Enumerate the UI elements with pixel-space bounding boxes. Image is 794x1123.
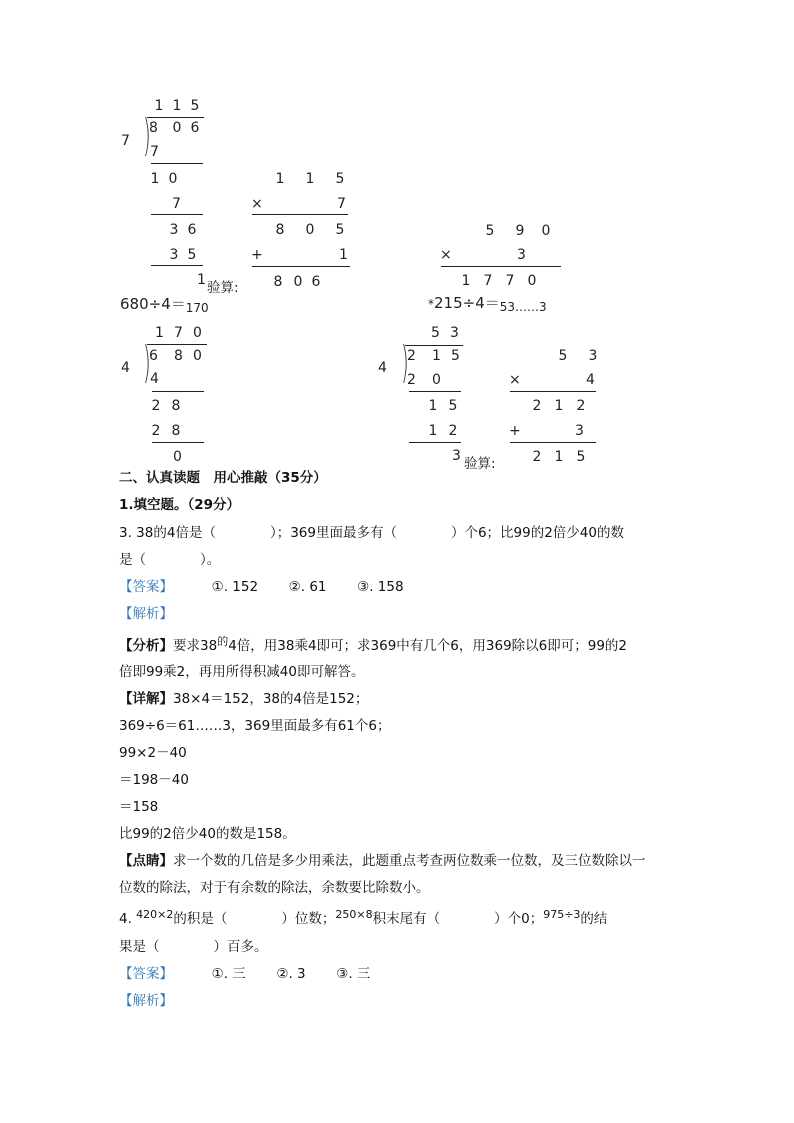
division-bracket: ) <box>143 110 151 161</box>
step-line <box>152 391 204 392</box>
mul-line <box>510 391 596 392</box>
answer-item: ①. 三 <box>211 966 246 982</box>
check-mul-bottom: 4 <box>586 372 595 388</box>
question-text: 3. 38的4倍是（ ）；369里面最多有（ ）个6；比99的2倍少40的数 <box>119 525 624 541</box>
check-mul-top: 5 3 <box>558 348 598 364</box>
quotient: 5 3 <box>431 325 459 341</box>
remainder: 3 <box>452 448 461 464</box>
divisor: 7 <box>121 133 130 149</box>
dividend: 8 0 6 <box>149 120 200 136</box>
detail-line: 369÷6＝61……3，369里面最多有61个6； <box>119 718 391 734</box>
step-product: 2 0 <box>407 372 441 388</box>
question-text: 4. $^{420\times 2}$的积是（ ）位数；$^{250\times 8}$积末尾有（ ）个0；$^{975\div 3}$的结 <box>119 908 608 927</box>
answer-item: ①. 152 <box>211 579 259 595</box>
add-line <box>510 442 596 443</box>
plus-sign: + <box>509 423 521 439</box>
mul-line <box>252 214 348 215</box>
answer-row <box>119 968 370 982</box>
detail-line: ＝198－40 <box>119 772 189 788</box>
step-line <box>151 214 203 215</box>
answer-item: ③. 三 <box>336 966 371 982</box>
quotient: 1 1 5 <box>154 98 200 114</box>
analysis-line: 【分析】要求$38^的4$倍，用38乘4即可；求369中有几个6，用369除以6即可；99的2 <box>119 635 628 654</box>
step-line <box>409 391 461 392</box>
division-bar <box>147 344 207 345</box>
section-title: 二、认真读题 用心推敲（35分） <box>119 470 327 486</box>
answer-row <box>119 581 404 595</box>
mul-bottom: 3 <box>517 247 526 263</box>
division-bar <box>405 345 463 346</box>
answer-item: ③. 158 <box>357 579 404 595</box>
step-line <box>409 442 461 443</box>
times-sign: × <box>251 196 263 212</box>
division-bar <box>147 117 204 118</box>
step-line <box>151 163 203 164</box>
dividend: 2 1 5 <box>407 348 460 364</box>
step-difference: 3 6 <box>169 222 197 238</box>
part-title: 1.填空题。（29分） <box>119 497 241 513</box>
step-line <box>151 265 203 266</box>
mul-result: 1 7 7 0 <box>461 273 537 289</box>
answer-label: 【答案】 <box>119 966 173 982</box>
plus-sign: + <box>251 247 263 263</box>
question-text: 果是（ ）百多。 <box>119 939 268 955</box>
step-product: 2 8 <box>151 423 181 439</box>
tip-line: 【点睛】求一个数的几倍是多少用乘法，此题重点考查两位数乘一位数，及三位数除以一 <box>119 853 646 869</box>
add-line <box>252 266 350 267</box>
equation-680-div-4: 680÷4＝170 <box>120 295 209 315</box>
equation-215-div-4: *215÷4＝53……3 <box>428 294 547 314</box>
analysis-label: 【解析】 <box>119 993 173 1009</box>
detail-line: 比99的2倍少40的数是158。 <box>119 826 296 842</box>
detail-line: 【详解】38×4＝152，38的4倍是152； <box>119 691 369 707</box>
step-product: 3 5 <box>169 247 197 263</box>
tip-line: 位数的除法，对于有余数的除法，余数要比除数小。 <box>119 880 430 896</box>
detail-line: 99×2－40 <box>119 745 187 761</box>
remainder: 1 <box>197 272 206 288</box>
step-difference: 1 0 <box>150 171 178 187</box>
check-mul-top: 1 1 5 <box>275 171 345 187</box>
step-product: 4 <box>150 371 159 387</box>
step-product: 7 <box>150 144 159 160</box>
check-label: 验算: <box>464 456 496 472</box>
check-mul-result: 8 0 5 <box>275 222 345 238</box>
step-product: 7 <box>172 196 181 212</box>
check-mul-bottom: 7 <box>337 196 346 212</box>
divisor: 4 <box>378 360 387 376</box>
answer-label: 【答案】 <box>119 579 173 595</box>
check-addend: 3 <box>575 423 584 439</box>
answer-item: ②. 3 <box>276 966 306 982</box>
step-line <box>152 442 204 443</box>
step-difference: 1 5 <box>428 398 458 414</box>
division-bracket: ) <box>143 337 151 388</box>
answer-item: ②. 61 <box>288 579 327 595</box>
check-addend: 1 <box>339 247 348 263</box>
detail-line: ＝158 <box>119 799 159 815</box>
division-bracket: ) <box>401 337 409 388</box>
check-mul-result: 2 1 2 <box>532 398 586 414</box>
question-text: 是（ ）。 <box>119 552 221 568</box>
remainder: 0 <box>173 449 182 465</box>
analysis-line: 倍即99乘2，再用所得积减40即可解答。 <box>119 664 365 680</box>
quotient: 1 7 0 <box>155 325 202 341</box>
step-product: 1 2 <box>428 423 458 439</box>
divisor: 4 <box>121 360 130 376</box>
mul-line <box>441 266 561 267</box>
check-label: 验算: <box>207 280 239 296</box>
mul-top: 5 9 0 <box>485 223 551 239</box>
step-difference: 2 8 <box>151 398 181 414</box>
times-sign: × <box>509 372 521 388</box>
check-add-result: 8 0 6 <box>273 274 321 290</box>
times-sign: × <box>440 247 452 263</box>
check-add-result: 2 1 5 <box>532 449 586 465</box>
analysis-label: 【解析】 <box>119 606 173 622</box>
dividend: 6 8 0 <box>149 348 202 364</box>
